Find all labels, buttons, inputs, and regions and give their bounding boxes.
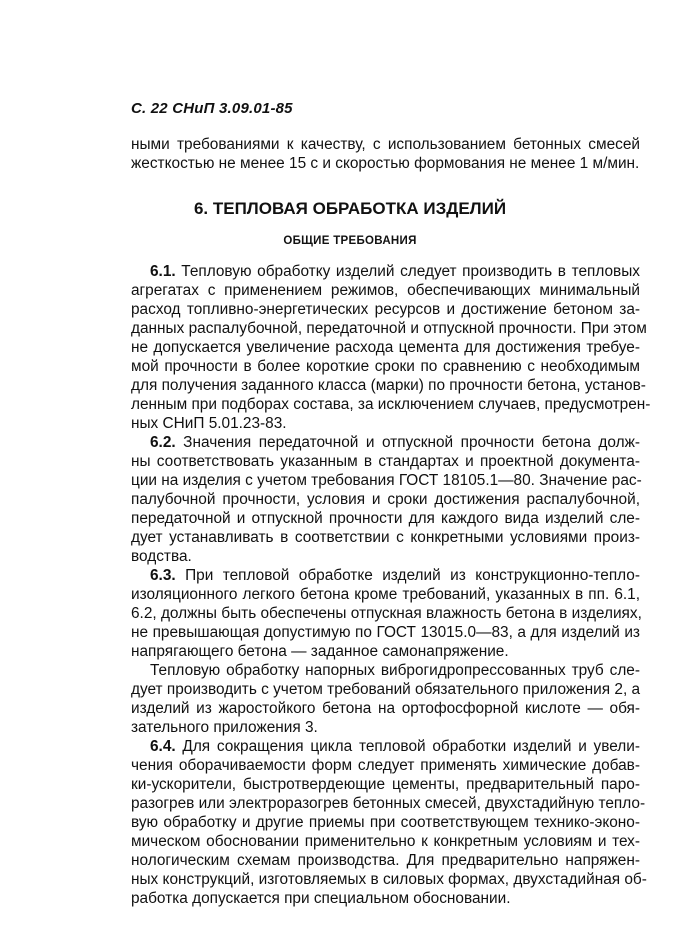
- intro-paragraph: [131, 135, 640, 173]
- paragraph-6-2: [131, 433, 640, 566]
- text-line: [131, 433, 640, 452]
- paragraph-6-3-continued: [131, 661, 640, 737]
- text-line: ции на изделия с учетом требования ГОСТ 18105.1—80. Значение рас-: [131, 472, 642, 489]
- clause-number: 6.1.: [150, 263, 176, 280]
- clause-text: При тепловой обработке изделий из конструкционно-тепло-: [175, 567, 640, 584]
- text-line: агрегатах с применением режимов, обеспечивающих минимальный: [131, 282, 640, 299]
- text-line: [131, 262, 640, 281]
- text-line: работка допускается при специальном обосновании.: [131, 890, 511, 907]
- text-line: разогрев или электроразогрев бетонных смесей, двухстадийную тепло-: [131, 795, 646, 812]
- text-line: ных конструкций, изготовляемых в силовых формах, двухстадийная об-: [131, 871, 647, 888]
- text-line: изделий из жаростойкого бетона на ортофосфорной кислоте — обя-: [131, 700, 640, 717]
- text-line: нологическим схемам производства. Для предварительно напряжен-: [131, 852, 640, 869]
- clause-number: 6.2.: [150, 434, 176, 451]
- text-line: мой прочности в более короткие сроки по сравнению с необходимым: [131, 358, 640, 375]
- text-line: для получения заданного класса (марки) по прочности бетона, установ-: [131, 377, 646, 394]
- clause-number: 6.3.: [150, 567, 176, 584]
- text-line: вую обработку и другие приемы при соответствующем технико-эконо-: [131, 814, 640, 831]
- clause-text: Тепловую обработку изделий следует производить в тепловых: [175, 263, 640, 280]
- text-line: ленным при подборах состава, за исключением случаев, предусмотрен-: [131, 396, 651, 413]
- text-line: палубочной прочности, условия и сроки достижения распалубочной,: [131, 491, 640, 508]
- text-line: ки-ускорители, быстротвердеющие цементы, предварительный паро-: [131, 776, 640, 793]
- subsection-title: ОБЩИЕ ТРЕБОВАНИЯ: [283, 235, 417, 247]
- text-line: не превышающая допустимую по ГОСТ 13015.0—83, а для изделий из: [131, 624, 640, 641]
- text-line: водства.: [131, 548, 192, 565]
- text-line: мическом обосновании применительно к конкретным условиям и тех-: [131, 833, 640, 850]
- text-line: чения оборачиваемости форм следует применять химические добав-: [131, 757, 640, 774]
- text-line: ными требованиями к качеству, с использованием бетонных смесей: [131, 136, 640, 153]
- text-line: Тепловую обработку напорных виброгидропрессованных труб сле-: [150, 662, 640, 679]
- paragraph-6-1: [131, 262, 651, 433]
- text-line: не допускается увеличение расхода цемента для достижения требуе-: [131, 339, 640, 356]
- text-line: дует устанавливать в соответствии с конкретными условиями произ-: [131, 529, 640, 546]
- text-line: данных распалубочной, передаточной и отпускной прочности. При этом: [131, 320, 647, 337]
- clause-text: Значения передаточной и отпускной прочности бетона долж-: [175, 434, 640, 451]
- text-line: изоляционного легкого бетона кроме требований, указанных в пп. 6.1,: [131, 586, 640, 603]
- text-line: ны соответствовать указанным в стандартах и проектной документа-: [131, 453, 640, 470]
- text-line: [131, 566, 640, 585]
- text-line: жесткостью не менее 15 с и скоростью формования не менее 1 м/мин.: [131, 155, 640, 172]
- text-line: дует производить с учетом требований обязательного приложения 2, а: [131, 681, 641, 698]
- text-line: ных СНиП 5.01.23-83.: [131, 415, 287, 432]
- clause-text: Для сокращения цикла тепловой обработки изделий и увели-: [175, 738, 640, 755]
- paragraph-6-3: [131, 566, 640, 661]
- paragraph-6-4: [131, 737, 647, 908]
- clause-number: 6.4.: [150, 738, 176, 755]
- text-line: расход топливно-энергетических ресурсов и достижение бетоном за-: [131, 301, 640, 318]
- text-line: передаточной и отпускной прочности для каждого вида изделий сле-: [131, 510, 640, 527]
- page-header: С. 22 СНиП 3.09.01-85: [131, 100, 293, 117]
- section-title: 6. ТЕПЛОВАЯ ОБРАБОТКА ИЗДЕЛИЙ: [193, 199, 507, 218]
- text-line: [131, 737, 640, 756]
- text-line: зательного приложения 3.: [131, 719, 318, 736]
- text-line: напрягающего бетона — заданное самонапряжение.: [131, 643, 509, 660]
- text-line: 6.2, должны быть обеспечены отпускная влажность бетона в изделиях,: [131, 605, 642, 622]
